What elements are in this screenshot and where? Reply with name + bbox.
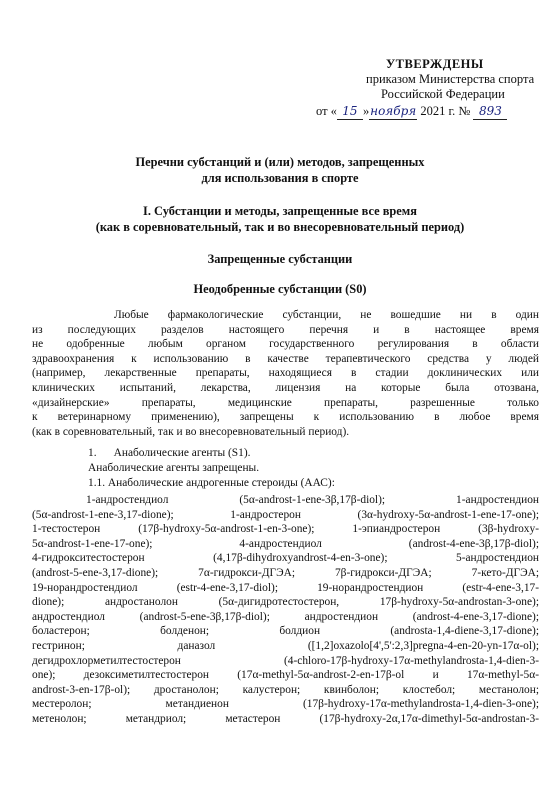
intro-line: Любые фармакологические субстанции, не вошедшие ни в один — [114, 309, 539, 321]
intro-paragraph — [32, 308, 539, 439]
body-line: (5α-androst-1-ene-3,17-dione); 1-андростерон (3α-hydroxy-5α-androst-1-ene-17-one); — [32, 508, 539, 521]
page-title-line2: для использования в спорте — [201, 171, 359, 185]
order-number: 893 — [473, 104, 507, 120]
body-line: гестринон; даназол ([1,2]oxazolo[4',5':2,3]pregna-4-en-20-yn-17α-ol); — [32, 639, 539, 652]
body-line: 1-андростендиол (5α-androst-1-ene-3β,17β-diol); 1-андростендион — [86, 494, 539, 506]
intro-line: (например, лекарственные препараты, находящиеся в стадии доклинических или — [32, 367, 539, 380]
body-line: 4-гидрокситестостерон (4,17β-dihydroxyandrost-4-en-3-one); 5-андростендион — [32, 552, 539, 565]
body-line: 5α-androst-1-ene-17-one); 4-андростендиол (androst-4-ene-3β,17β-diol); — [32, 537, 539, 550]
approval-title: УТВЕРЖДЕНЫ — [386, 57, 484, 71]
intro-line: клинических испытаний, лекарства, лицензия на которые была отозвана, — [32, 381, 539, 394]
subheading: Запрещенные субстанции — [207, 252, 353, 266]
body-line: боластерон; болденон; болдион (androsta-1,4-diene-3,17-dione); — [32, 625, 539, 638]
intro-line: «дизайнерские» препараты, медицинские препараты, разрешенные только — [32, 396, 539, 409]
body-line: androst-3-en-17β-ol); дростанолон; калустерон; квинболон; клостебол; местанолон; — [32, 683, 539, 696]
date-prefix: от « — [316, 104, 337, 118]
substance-list — [32, 493, 539, 727]
body-line: дегидрохлорметилтестостерон (4-chloro-17β-hydroxy-17α-methylandrosta-1,4-dien-3- — [32, 654, 539, 667]
s1-prohibited: Анаболические агенты запрещены. — [88, 462, 260, 474]
body-line: метенолон; метандриол; метастерон (17β-hydroxy-2α,17α-dimethyl-5α-androstan-3- — [32, 712, 539, 725]
body-line: one); дезоксиметилтестостерон (17α-methyl-5α-androst-2-en-17β-ol и 17α-methyl-5α- — [32, 669, 539, 682]
date-day: 15 — [337, 104, 363, 120]
s1-heading: 1. Анаболические агенты (S1). — [88, 447, 251, 459]
body-line: местеролон; метандиенон (17β-hydroxy-17α-methylandrosta-1,4-dien-3-one); — [32, 698, 539, 711]
page-title-line1: Перечни субстанций и (или) методов, запрещенных — [135, 155, 425, 169]
intro-line: к ветеринарному применению), запрещены к использованию в любое время — [32, 411, 539, 424]
intro-line: здравоохранения к использованию в качестве терапевтического средства у людей — [32, 352, 539, 365]
body-line: андростендиол (androst-5-ene-3β,17β-diol); андростендион (androst-4-ene-3,17-dione); — [32, 610, 539, 623]
s0-title: Неодобренные субстанции (S0) — [193, 282, 367, 296]
intro-line: (как в соревновательный, так и во внесоревновательный период). — [32, 425, 350, 438]
section-title-line2: (как в соревновательный, так и во внесоревновательный период) — [95, 220, 465, 234]
body-line: 1-тестостерон (17β-hydroxy-5α-androst-1-en-3-one); 1-эпиандростерон (3β-hydroxy- — [32, 523, 539, 536]
approval-date-line — [316, 104, 507, 120]
body-line: dione); андростанолон (5α-дигидротестостерон, 17β-hydroxy-5α-androstan-3-one); — [32, 596, 539, 609]
section-title-line1: I. Субстанции и методы, запрещенные все время — [143, 204, 417, 218]
s1-subsection: 1.1. Анаболические андрогенные стероиды (ААС): — [88, 477, 335, 489]
approval-line-ministry: Российской Федерации — [381, 87, 505, 101]
body-line: (androst-5-ene-3,17-dione); 7α-гидрокси-ДГЭА; 7β-гидрокси-ДГЭА; 7-кето-ДГЭА; — [32, 566, 539, 579]
intro-line: не одобренные любым органом государственного регулирования в области — [32, 338, 539, 351]
intro-line: из последующих разделов настоящего перечня и в настоящее время — [32, 323, 539, 336]
date-month: ноября — [370, 104, 417, 118]
date-mid: » — [362, 104, 370, 118]
approval-line-order: приказом Министерства спорта — [366, 72, 535, 86]
body-line: 19-норандростендиол (estr-4-ene-3,17-diol); 19-норандростендион (estr-4-ene-3,17- — [32, 581, 539, 594]
date-year: 2021 г. № — [420, 104, 471, 118]
